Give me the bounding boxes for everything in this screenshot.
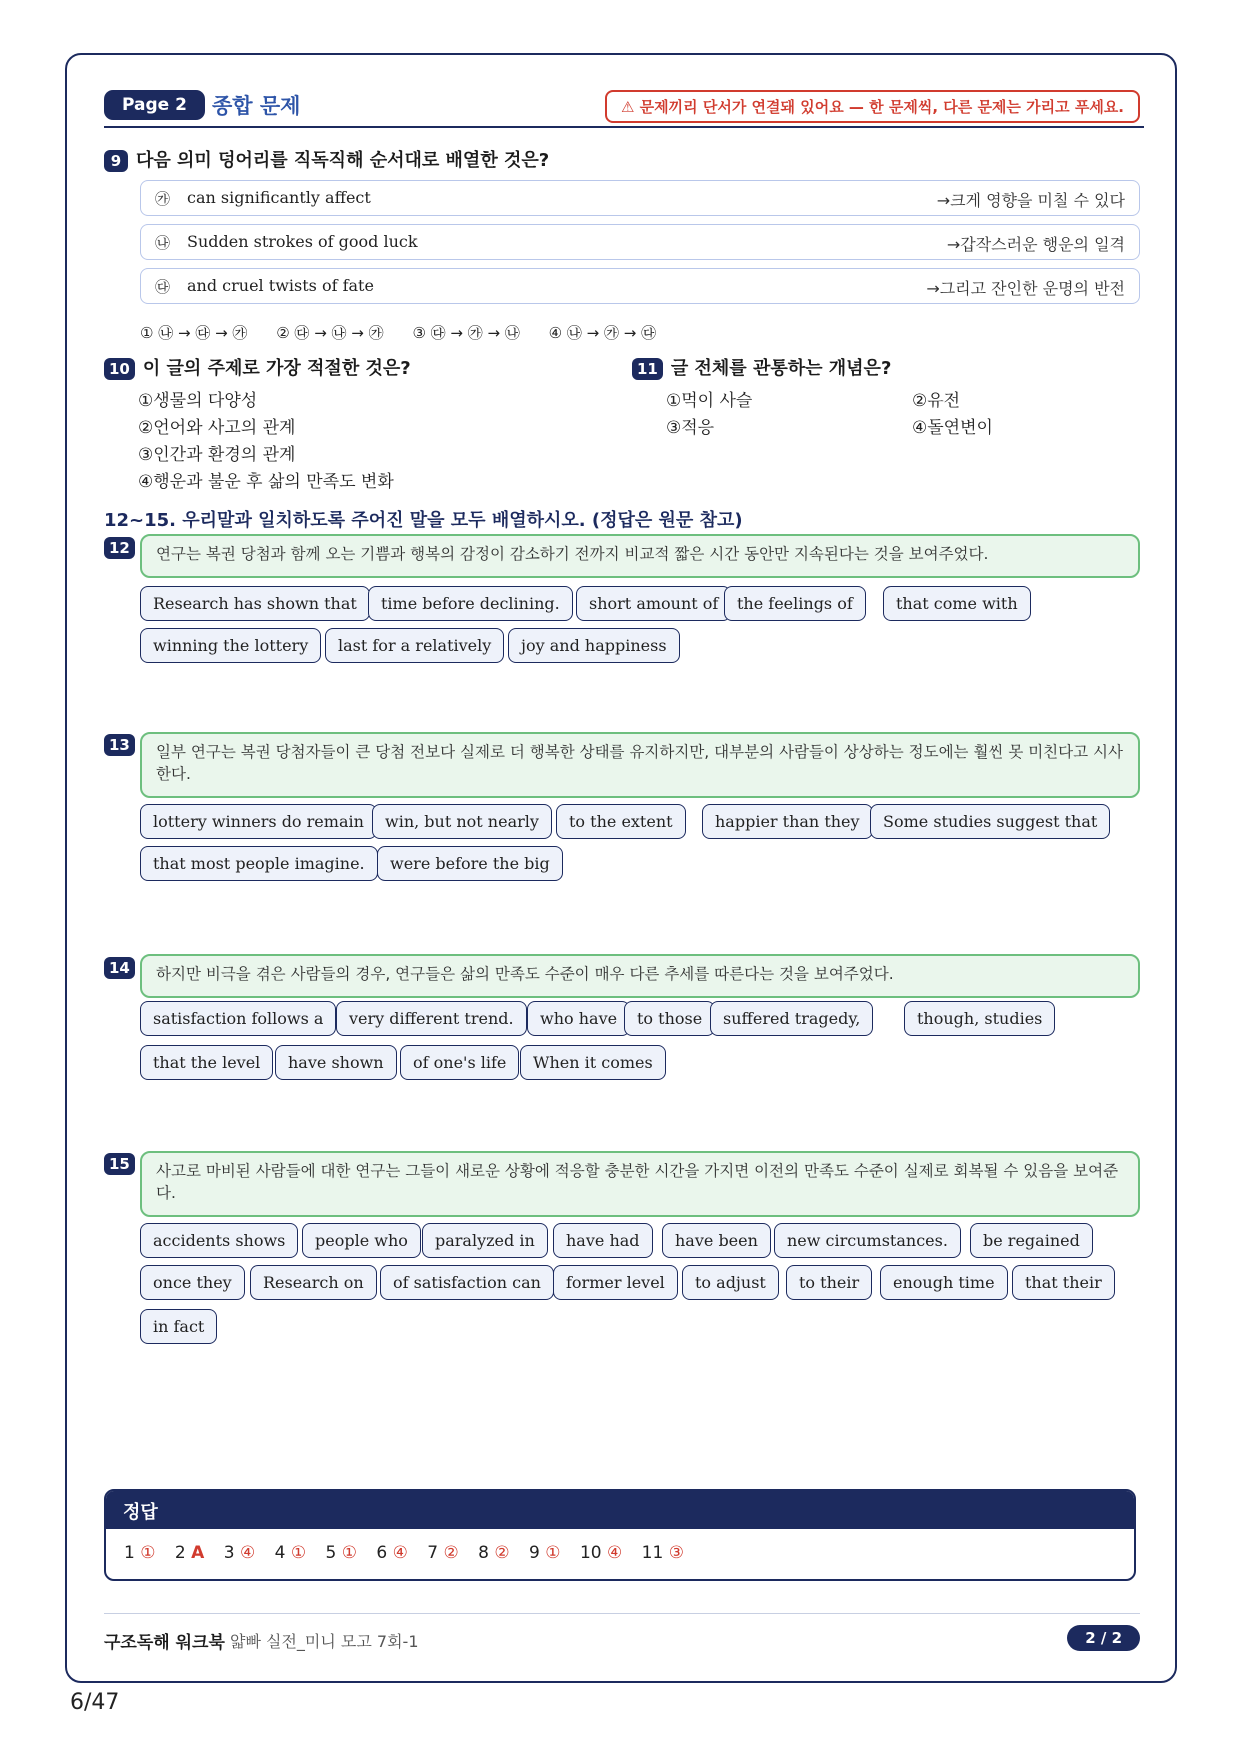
option[interactable]: ②언어와 사고의 관계 bbox=[138, 418, 296, 438]
word-tile[interactable]: Some studies suggest that bbox=[870, 804, 1110, 839]
warning-banner: ⚠ 문제끼리 단서가 연결돼 있어요 — 한 문제씩, 다른 문제는 가리고 푸세요. bbox=[605, 90, 1140, 123]
word-tile[interactable]: to adjust bbox=[682, 1265, 779, 1300]
option[interactable]: ③적응 bbox=[666, 418, 715, 438]
question-prompt: 글 전체를 관통하는 개념은? bbox=[670, 358, 892, 379]
option[interactable]: ① ㉯ → ㉰ → ㉮ bbox=[140, 324, 248, 342]
word-tile[interactable]: of satisfaction can bbox=[380, 1265, 554, 1300]
question-9-options bbox=[140, 322, 680, 343]
word-tile[interactable]: Research on bbox=[250, 1265, 377, 1300]
chunk-korean: →갑작스러운 행운의 일격 bbox=[946, 235, 1125, 254]
footer-brand: 구조독해 워크북 bbox=[104, 1633, 225, 1653]
chunk-korean: →크게 영향을 미칠 수 있다 bbox=[936, 191, 1125, 210]
word-tile[interactable]: in fact bbox=[140, 1309, 217, 1344]
worksheet bbox=[104, 86, 1144, 1336]
word-tile[interactable]: very different trend. bbox=[336, 1001, 527, 1036]
question-prompt: 다음 의미 덩어리를 직독직해 순서대로 배열한 것은? bbox=[136, 150, 550, 171]
word-tile[interactable]: have had bbox=[553, 1223, 653, 1258]
option[interactable]: ④돌연변이 bbox=[912, 418, 993, 438]
answer-item: 9 ① bbox=[529, 1543, 561, 1563]
answer-item: 4 ① bbox=[274, 1543, 307, 1563]
document-page-count: 6/47 bbox=[70, 1690, 120, 1715]
word-tile[interactable]: the feelings of bbox=[724, 586, 866, 621]
footer-subtitle: 얇빠 실전_미니 모고 7회-1 bbox=[230, 1632, 419, 1651]
word-tile[interactable]: When it comes bbox=[520, 1045, 666, 1080]
option[interactable]: ③ ㉰ → ㉮ → ㉯ bbox=[412, 324, 520, 342]
question-prompt: 이 글의 주제로 가장 적절한 것은? bbox=[142, 358, 411, 379]
page-title: 종합 문제 bbox=[212, 94, 301, 118]
option[interactable]: ①먹이 사슬 bbox=[666, 391, 753, 411]
chunk-english: Sudden strokes of good luck bbox=[187, 232, 418, 251]
answer-item: 2 A bbox=[174, 1543, 205, 1563]
korean-prompt-box: 하지만 비극을 겪은 사람들의 경우, 연구들은 삶의 만족도 수준이 매우 다른 추세를 따른다는 것을 보여주었다. bbox=[140, 954, 1140, 998]
answer-item: 7 ② bbox=[427, 1543, 459, 1563]
answer-item: 6 ④ bbox=[376, 1543, 408, 1563]
korean-prompt-box: 일부 연구는 복권 당첨자들이 큰 당첨 전보다 실제로 더 행복한 상태를 유지하지만, 대부분의 사람들이 상상하는 정도에는 훨씬 못 미친다고 시사한다. bbox=[140, 732, 1140, 798]
word-tile[interactable]: short amount of bbox=[576, 586, 731, 621]
word-tile[interactable]: that most people imagine. bbox=[140, 846, 378, 881]
chunk-row bbox=[140, 224, 1140, 260]
question-9-heading bbox=[104, 146, 549, 172]
page-footer bbox=[104, 1613, 1140, 1654]
word-tile[interactable]: to those bbox=[624, 1001, 715, 1036]
question-number: 13 bbox=[104, 734, 135, 756]
word-tile[interactable]: that their bbox=[1012, 1265, 1115, 1300]
word-tile[interactable]: have shown bbox=[275, 1045, 397, 1080]
word-tile[interactable]: of one's life bbox=[400, 1045, 519, 1080]
answer-list bbox=[106, 1529, 1134, 1577]
word-tile[interactable]: who have bbox=[527, 1001, 630, 1036]
question-number: 10 bbox=[104, 358, 135, 380]
word-tile[interactable]: be regained bbox=[970, 1223, 1093, 1258]
word-tile[interactable]: winning the lottery bbox=[140, 628, 321, 663]
option[interactable]: ② ㉰ → ㉯ → ㉮ bbox=[276, 324, 384, 342]
page-badge: Page 2 bbox=[104, 90, 205, 120]
question-number: 12 bbox=[104, 537, 135, 559]
question-11-heading bbox=[632, 354, 891, 380]
word-tile[interactable]: to the extent bbox=[556, 804, 686, 839]
option[interactable]: ④ ㉯ → ㉮ → ㉰ bbox=[548, 324, 657, 342]
word-tile[interactable]: satisfaction follows a bbox=[140, 1001, 336, 1036]
answer-key-title: 정답 bbox=[106, 1491, 1134, 1529]
answer-item: 8 ② bbox=[478, 1543, 510, 1563]
chunk-mark: ㉮ bbox=[155, 190, 171, 208]
word-tile[interactable]: paralyzed in bbox=[422, 1223, 548, 1258]
word-tile[interactable]: last for a relatively bbox=[325, 628, 504, 663]
chunk-row bbox=[140, 180, 1140, 216]
answer-item: 11 ③ bbox=[641, 1543, 684, 1563]
answer-item: 3 ④ bbox=[223, 1543, 256, 1563]
word-tile[interactable]: time before declining. bbox=[368, 586, 573, 621]
answer-key bbox=[104, 1489, 1136, 1581]
chunk-mark: ㉯ bbox=[155, 234, 171, 252]
word-tile[interactable]: joy and happiness bbox=[508, 628, 680, 663]
word-tile[interactable]: lottery winners do remain bbox=[140, 804, 377, 839]
page-header bbox=[104, 86, 1144, 128]
answer-item: 5 ① bbox=[325, 1543, 357, 1563]
option[interactable]: ④행운과 불운 후 삶의 만족도 변화 bbox=[138, 472, 394, 492]
chunk-english: can significantly affect bbox=[187, 188, 371, 207]
option[interactable]: ①생물의 다양성 bbox=[138, 391, 258, 411]
korean-prompt-box: 사고로 마비된 사람들에 대한 연구는 그들이 새로운 상황에 적응할 충분한 시간을 가지면 이전의 만족도 수준이 실제로 회복될 수 있음을 보여준다. bbox=[140, 1151, 1140, 1217]
chunk-english: and cruel twists of fate bbox=[187, 276, 374, 295]
chunk-row bbox=[140, 268, 1140, 304]
word-tile[interactable]: that come with bbox=[883, 586, 1031, 621]
answer-item: 10 ④ bbox=[579, 1543, 623, 1563]
word-tile[interactable]: once they bbox=[140, 1265, 245, 1300]
word-tile[interactable]: that the level bbox=[140, 1045, 273, 1080]
option[interactable]: ③인간과 환경의 관계 bbox=[138, 445, 296, 465]
korean-prompt-box: 연구는 복권 당첨과 함께 오는 기쁨과 행복의 감정이 감소하기 전까지 비교적 짧은 시간 동안만 지속된다는 것을 보여주었다. bbox=[140, 534, 1140, 578]
option[interactable]: ②유전 bbox=[912, 391, 961, 411]
chunk-korean: →그리고 잔인한 운명의 반전 bbox=[926, 279, 1125, 298]
question-10-heading bbox=[104, 354, 411, 380]
word-tile[interactable]: though, studies bbox=[904, 1001, 1055, 1036]
word-tile[interactable]: win, but not nearly bbox=[372, 804, 552, 839]
word-tile[interactable]: were before the big bbox=[377, 846, 563, 881]
word-tile[interactable]: enough time bbox=[880, 1265, 1008, 1300]
question-number: 11 bbox=[632, 358, 663, 380]
word-tile[interactable]: Research has shown that bbox=[140, 586, 370, 621]
question-number: 14 bbox=[104, 957, 135, 979]
word-tile[interactable]: to their bbox=[786, 1265, 872, 1300]
word-tile[interactable]: new circumstances. bbox=[774, 1223, 961, 1258]
section-title: 12~15. 우리말과 일치하도록 주어진 말을 모두 배열하시오. (정답은 원문 참고) bbox=[104, 510, 743, 531]
word-tile[interactable]: have been bbox=[662, 1223, 771, 1258]
word-tile[interactable]: happier than they bbox=[702, 804, 873, 839]
word-tile[interactable]: people who bbox=[302, 1223, 421, 1258]
word-tile[interactable]: accidents shows bbox=[140, 1223, 298, 1258]
word-tile[interactable]: former level bbox=[553, 1265, 678, 1300]
chunk-mark: ㉰ bbox=[155, 278, 171, 296]
question-number: 9 bbox=[104, 150, 128, 172]
word-tile[interactable]: suffered tragedy, bbox=[710, 1001, 873, 1036]
footer-page-number: 2 / 2 bbox=[1067, 1625, 1140, 1651]
answer-item: 1 ① bbox=[124, 1543, 156, 1563]
question-number: 15 bbox=[104, 1153, 135, 1175]
